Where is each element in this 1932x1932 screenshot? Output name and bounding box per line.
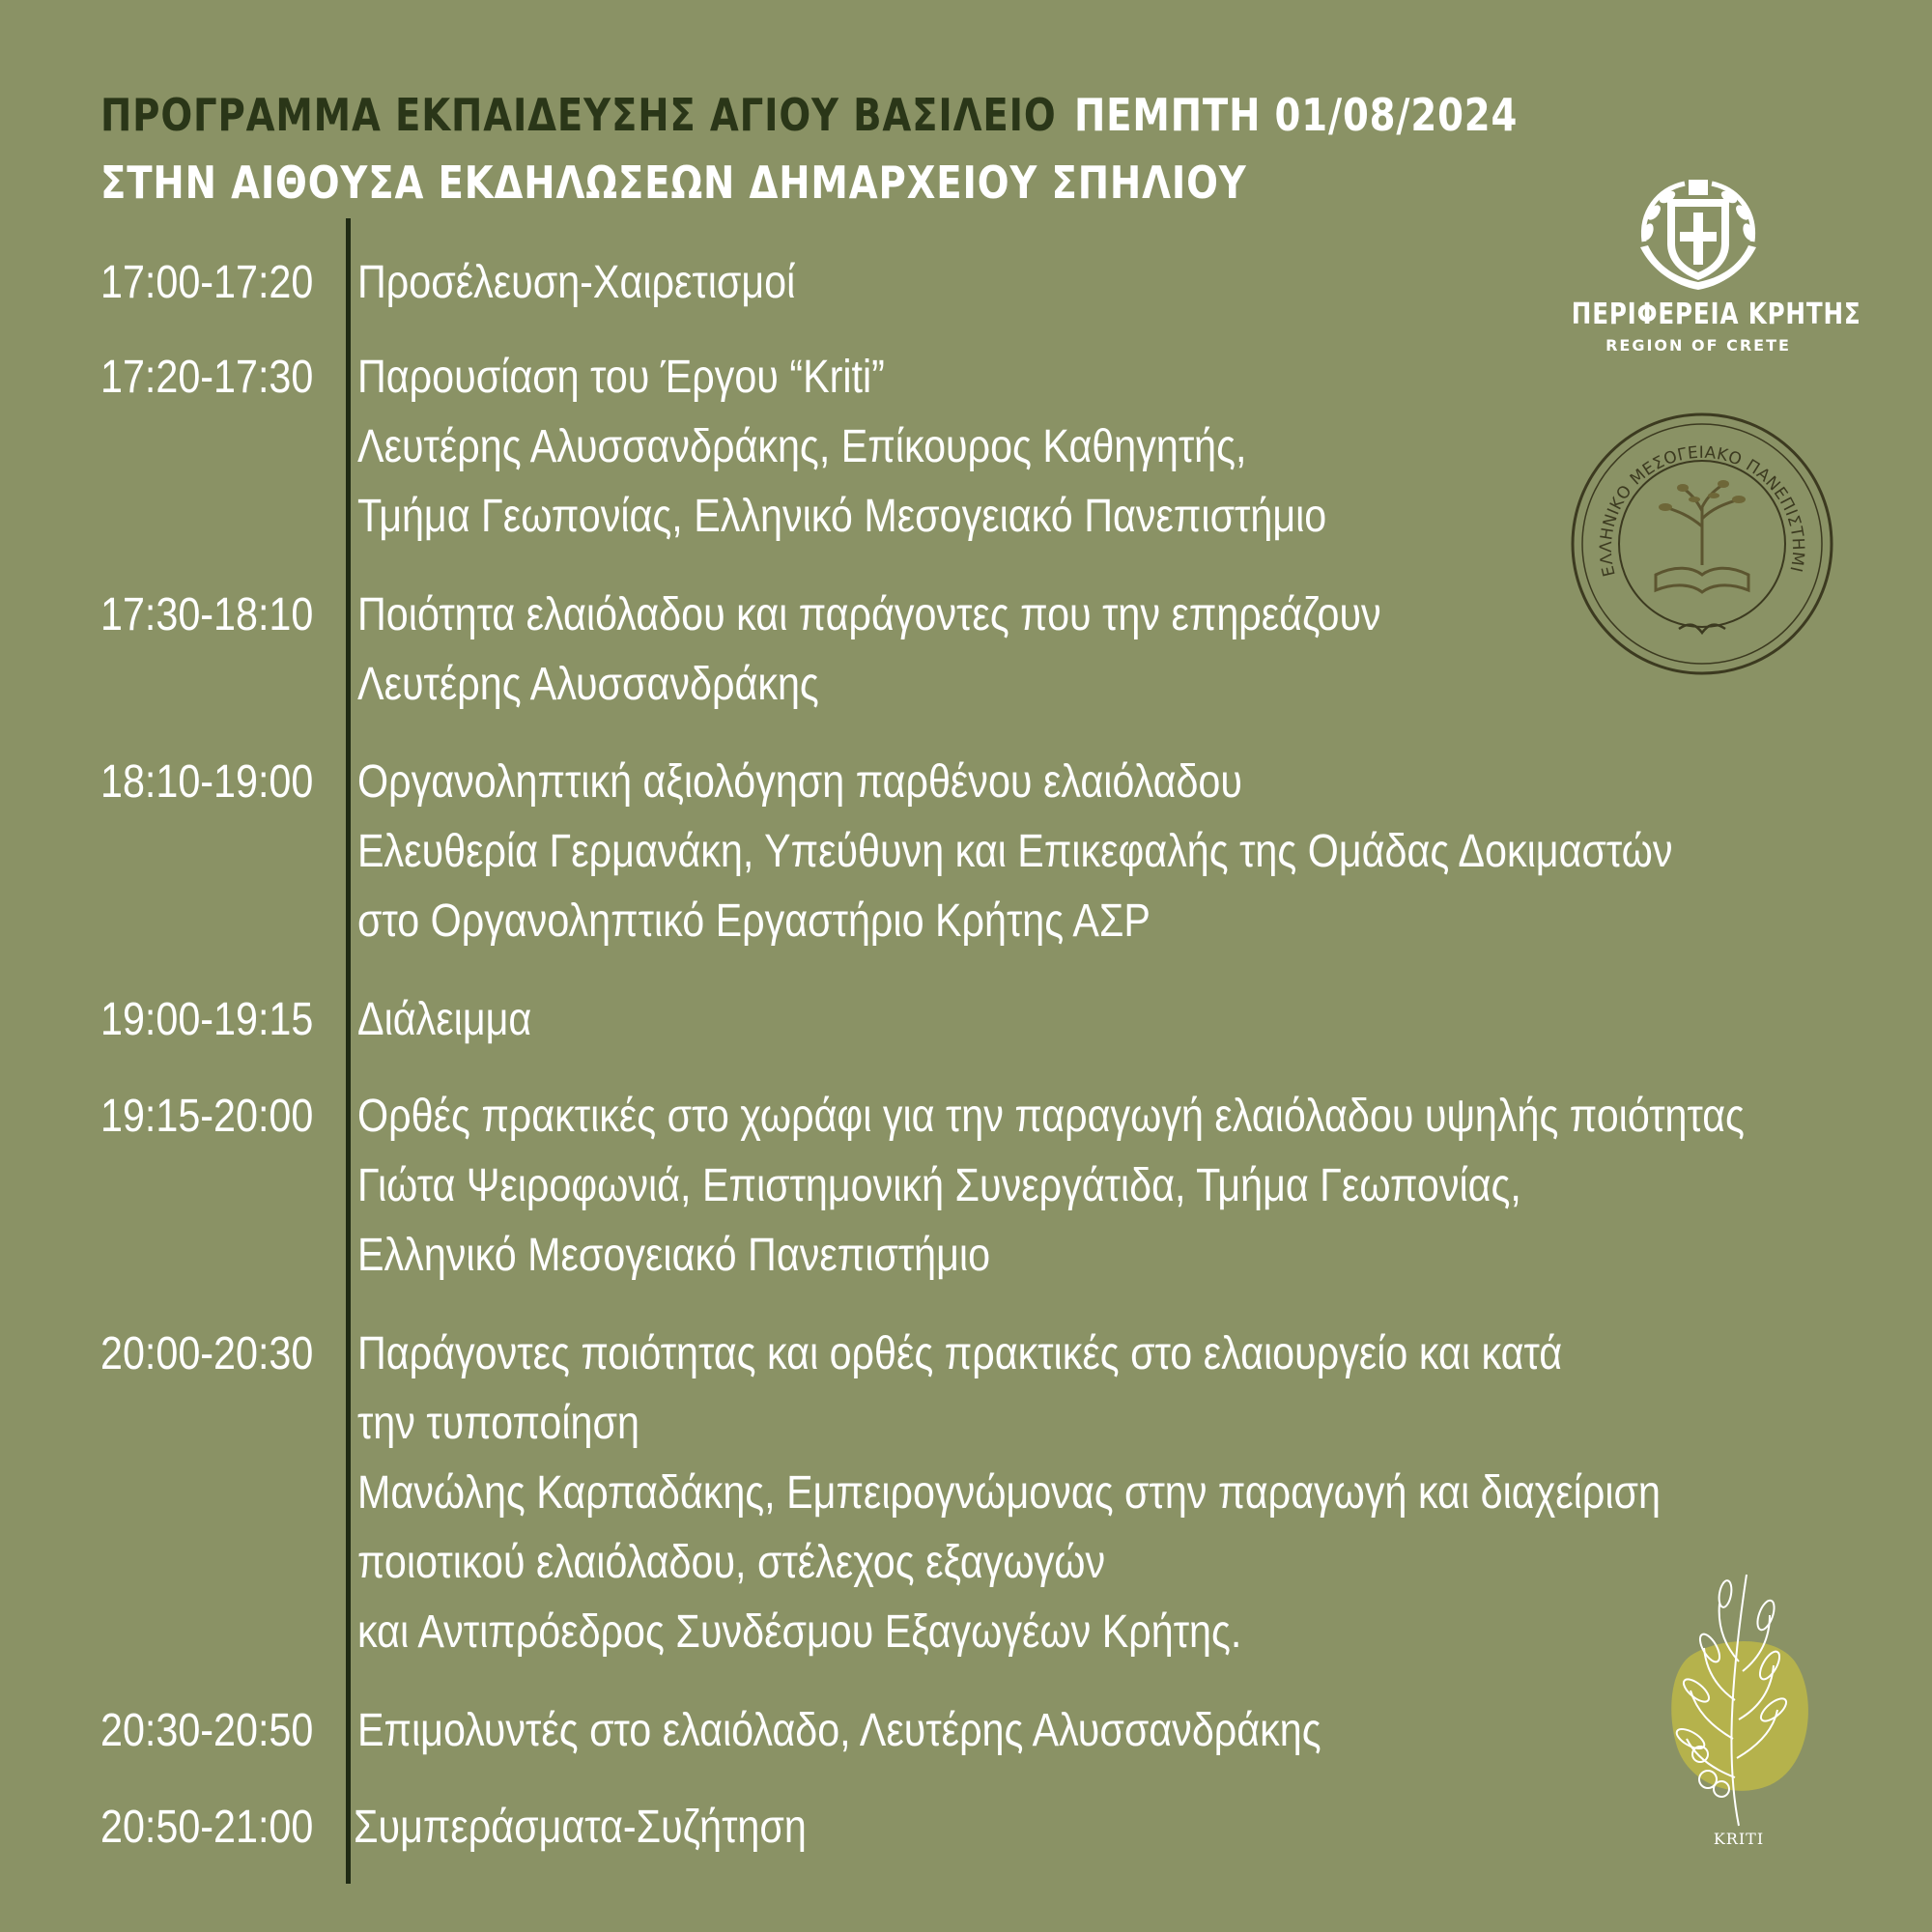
session-line: στο Οργανοληπτικό Εργαστήριο Κρήτης ΑΣΡ: [357, 895, 1151, 947]
university-name: ΕΛΛΗΝΙΚΟ ΜΕΣΟΓΕΙΑΚΟ ΠΑΝΕΠΙΣΤΗΜΙ: [1596, 442, 1808, 579]
time-slot: 20:50-21:00: [100, 1802, 314, 1853]
session-line: και Αντιπρόεδρος Συνδέσμου Εξαγωγέων Κρήτης.: [357, 1606, 1242, 1658]
session-line: Τμήμα Γεωπονίας, Ελληνικό Μεσογειακό Πανεπιστήμιο: [357, 491, 1327, 542]
session-line: Οργανοληπτική αξιολόγηση παρθένου ελαιόλαδου: [357, 756, 1242, 808]
session-line: Λευτέρης Αλυσσανδράκης: [357, 659, 819, 710]
event-date: ΠΕΜΠΤΗ 01/08/2024: [1073, 89, 1519, 141]
region-of-crete-logo: [1544, 174, 1861, 357]
olive-branch-icon: [1633, 1555, 1845, 1835]
time-slot: 17:20-17:30: [100, 352, 314, 403]
program-title: [100, 89, 1519, 141]
session-line: Παρουσίαση του Έργου “Kriti”: [357, 352, 885, 403]
session-line: Συμπεράσματα-Συζήτηση: [354, 1802, 807, 1853]
session-line: Λευτέρης Αλυσσανδράκης, Επίκουρος Καθηγητής,: [357, 421, 1247, 472]
session-description: [357, 1696, 1770, 1766]
kriti-label: KRITI: [1713, 1830, 1765, 1848]
session-line: ποιοτικού ελαιόλαδου, στέλεχος εξαγωγών: [357, 1537, 1106, 1588]
session-description: [354, 1793, 1766, 1862]
session-line: την τυποποίηση: [357, 1398, 639, 1449]
session-description: [357, 748, 1770, 956]
time-slot: 17:30-18:10: [100, 589, 314, 640]
session-line: Ελληνικό Μεσογειακό Πανεπιστήμιο: [357, 1230, 991, 1281]
session-description: [357, 1082, 1770, 1291]
title-text: ΠΡΟΓΡΑΜΜΑ ΕΚΠΑΙΔΕΥΣΗΣ ΑΓΙΟΥ ΒΑΣΙΛΕΙΟ: [100, 89, 1057, 141]
session-description: [357, 1320, 1770, 1667]
time-slot: 20:00-20:30: [100, 1328, 314, 1379]
coat-of-arms-icon: [1544, 174, 1853, 296]
session-line: Ποιότητα ελαιόλαδου και παράγοντες που την επηρεάζουν: [357, 589, 1381, 640]
session-line: Ορθές πρακτικές στο χωράφι για την παραγωγή ελαιόλαδου υψηλής ποιότητας: [357, 1091, 1745, 1142]
session-description: [357, 985, 1770, 1055]
session-line: Παράγοντες ποιότητας και ορθές πρακτικές στο ελαιουργείο και κατά: [357, 1328, 1563, 1379]
session-line: Διάλειμμα: [357, 994, 532, 1045]
venue-title: ΣΤΗΝ ΑΙΘΟΥΣΑ ΕΚΔΗΛΩΣΕΩΝ ΔΗΜΑΡΧΕΙΟΥ ΣΠΗΛΙΟΥ: [100, 156, 1247, 209]
time-slot: 19:00-19:15: [100, 994, 314, 1045]
session-description: [357, 343, 1770, 552]
time-slot: 19:15-20:00: [100, 1091, 314, 1142]
session-line: Γιώτα Ψειροφωνιά, Επιστημονική Συνεργάτιδα, Τμήμα Γεωπονίας,: [357, 1160, 1521, 1211]
session-line: Μανώλης Καρπαδάκης, Εμπειρογνώμονας στην παραγωγή και διαχείριση: [357, 1467, 1661, 1519]
time-slot: 17:00-17:20: [100, 257, 314, 308]
time-slot: 20:30-20:50: [100, 1705, 314, 1756]
session-line: Προσέλευση-Χαιρετισμοί: [357, 257, 796, 308]
session-line: Επιμολυντές στο ελαιόλαδο, Λευτέρης Αλυσσανδράκης: [357, 1705, 1321, 1756]
session-description: [357, 581, 1770, 720]
timeline-divider: [346, 218, 351, 1884]
region-subtitle: REGION OF CRETE: [1605, 336, 1791, 355]
session-line: Ελευθερία Γερμανάκη, Υπεύθυνη και Επικεφαλής της Ομάδας Δοκιμαστών: [357, 826, 1673, 877]
kriti-project-logo: [1633, 1555, 1845, 1855]
university-seal-logo: [1569, 411, 1835, 677]
region-title: ΠΕΡΙΦΕΡΕΙΑ ΚΡΗΤΗΣ: [1571, 298, 1861, 331]
time-slot: 18:10-19:00: [100, 756, 314, 808]
